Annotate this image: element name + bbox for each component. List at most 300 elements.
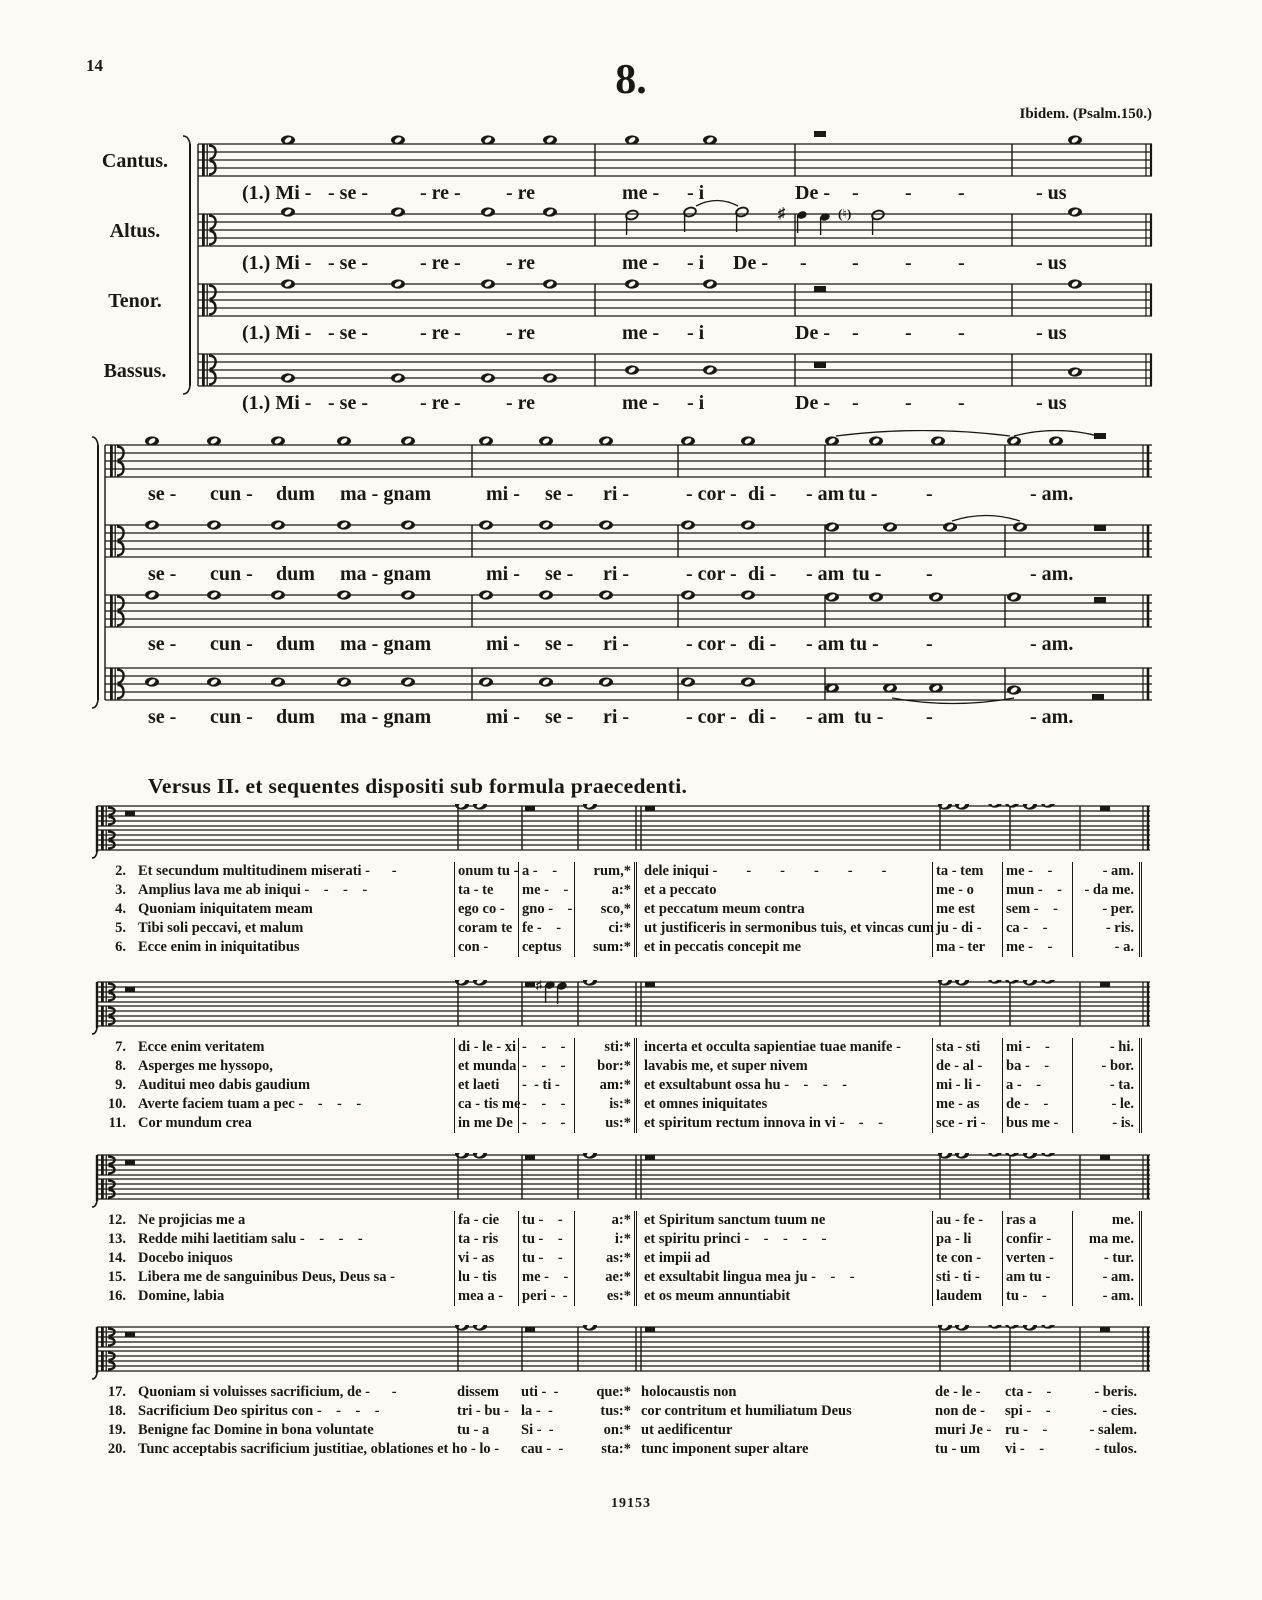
- lyric-syllable: -: [905, 252, 912, 274]
- verse-col-c: sum:*: [574, 938, 634, 957]
- verse-number: 11.: [108, 1115, 126, 1131]
- verse-col-e: me - -: [1002, 862, 1072, 881]
- verse-col-d: non de -: [935, 1403, 985, 1419]
- verse-col-e: tu - -: [1002, 1287, 1072, 1306]
- lyric-syllable: ri -: [603, 706, 630, 728]
- lyric-syllable: se -: [148, 633, 177, 655]
- verse-number: 3.: [115, 882, 126, 898]
- lyric-syllable: -: [905, 392, 912, 414]
- lyric-syllable: - us: [1036, 182, 1067, 204]
- lyric-syllable: se -: [545, 633, 574, 655]
- verse-col-c: us:*: [574, 1114, 634, 1133]
- lyric-syllable: - us: [1036, 392, 1067, 414]
- lyric-syllable: -: [926, 563, 933, 585]
- verse-row: [90, 1287, 1150, 1306]
- lyric-syllable: -: [926, 483, 933, 505]
- lyric-syllable: De -: [795, 322, 830, 344]
- lyric-syllable: di -: [748, 483, 777, 505]
- verse-col-b: a - -: [518, 862, 574, 881]
- verse-col-b: fe - -: [518, 919, 574, 938]
- lyric-syllable: -: [958, 182, 965, 204]
- verse-rows: [90, 1038, 1150, 1133]
- staff: [198, 354, 1152, 386]
- verse-col-b: uti - -: [521, 1384, 559, 1400]
- voice-label: Tenor.: [108, 290, 162, 312]
- lyric-syllable: ma - gnam: [340, 483, 432, 505]
- verse-col-e: ca - -: [1002, 919, 1072, 938]
- system2-staves: [90, 430, 1158, 748]
- lyric-syllable: -: [905, 182, 912, 204]
- music-system-2: [90, 430, 1158, 748]
- verse-col-e: cta - -: [1005, 1384, 1052, 1400]
- lyric-syllable: me -: [622, 392, 660, 414]
- staff: [105, 668, 1152, 700]
- lyric-syllable: ri -: [603, 483, 630, 505]
- verse-text-left: Ne projicias me a: [138, 1212, 246, 1228]
- verse-text-left: Sacrificium Deo spiritus con - - - -: [138, 1403, 380, 1419]
- verse-col-a: onum tu -: [454, 862, 518, 881]
- verse-col-a: ta - te: [454, 881, 518, 900]
- lyric-syllable: De -: [795, 182, 830, 204]
- verse-col-a: fa - cie: [454, 1211, 518, 1230]
- lyric-syllable: - se -: [328, 182, 368, 204]
- verse-col-c: i:*: [574, 1230, 634, 1249]
- verse-row: [90, 1076, 1150, 1095]
- verse-col-c: sta:*: [601, 1441, 631, 1457]
- piece-title: 8.: [615, 57, 647, 103]
- verse-col-e: sem - -: [1002, 900, 1072, 919]
- lyric-syllable: ma - gnam: [340, 563, 432, 585]
- verse-col-c: ae:*: [574, 1268, 634, 1287]
- verse-block-staff: [90, 804, 1158, 860]
- lyric-syllable: - re: [506, 392, 536, 414]
- lyric-syllable: - am.: [1030, 483, 1074, 505]
- notes-cantus: [281, 131, 1082, 145]
- lyric-syllable: (1.) Mi -: [242, 252, 312, 274]
- verse-number: 10.: [107, 1096, 126, 1112]
- lyric-syllable: dum: [276, 483, 315, 505]
- verse-col-d: me - o: [932, 881, 1002, 900]
- notes: [455, 1153, 1110, 1161]
- verse-number: 16.: [107, 1288, 126, 1304]
- verse-col-f: - tulos.: [1095, 1441, 1137, 1457]
- lyrics-line: [90, 483, 1158, 509]
- verse-text-right: ut aedificentur: [641, 1422, 733, 1438]
- lyric-syllable: me -: [622, 252, 660, 274]
- lyric-syllable: -: [926, 633, 933, 655]
- verse-col-d: sce - ri -: [932, 1114, 1002, 1133]
- lyrics-line: [90, 633, 1158, 659]
- verse-text-left: Redde mihi laetitiam salu - - - -: [138, 1231, 363, 1247]
- verse-col-f: - salem.: [1089, 1422, 1137, 1438]
- lyric-syllable: -: [958, 322, 965, 344]
- verse-col-d: muri Je -: [935, 1422, 992, 1438]
- page-number: 14: [86, 56, 103, 75]
- verse-text-right: et Spiritum sanctum tuum ne: [634, 1211, 932, 1230]
- verse-text-right: et omnes iniquitates: [634, 1095, 932, 1114]
- svg-text:♯: ♯: [536, 980, 542, 992]
- verse-col-d: mi - li -: [932, 1076, 1002, 1095]
- verse-col-d: de - al -: [932, 1057, 1002, 1076]
- verse-block-staff: [90, 980, 1158, 1036]
- lyric-syllable: -: [852, 182, 859, 204]
- lyric-syllable: -: [958, 392, 965, 414]
- verse-col-b: - - -: [518, 1095, 574, 1114]
- verse-col-b: Si - -: [521, 1422, 554, 1438]
- lyric-syllable: dum: [276, 706, 315, 728]
- lyric-syllable: - am: [806, 706, 845, 728]
- verse-col-d: sta - sti: [932, 1038, 1002, 1057]
- verse-col-f: - cies.: [1102, 1403, 1137, 1419]
- lyric-syllable: - am: [806, 483, 845, 505]
- lyrics-line: [90, 252, 1158, 278]
- lyric-syllable: tu -: [852, 563, 882, 585]
- verse-col-f: - ta.: [1072, 1076, 1142, 1095]
- verse-col-d: ju - di -: [932, 919, 1002, 938]
- notes-cantus: [145, 431, 1106, 446]
- notes-altus: [145, 516, 1106, 532]
- lyric-syllable: me -: [622, 322, 660, 344]
- verse-number: 13.: [107, 1231, 126, 1247]
- verse-number: 12.: [107, 1212, 126, 1228]
- verse-col-e: am tu -: [1002, 1268, 1072, 1287]
- verse-text-right: et os meum annuntiabit: [634, 1287, 932, 1306]
- verse-row: [90, 1249, 1150, 1268]
- lyric-syllable: - se -: [328, 252, 368, 274]
- verse-text-right: et impii ad: [634, 1249, 932, 1268]
- notes-bassus: [281, 362, 1082, 383]
- verse-text-right: ut justificeris in sermonibus tuis, et vincas cum: [634, 919, 932, 938]
- verse-text-right: et a peccato: [634, 881, 932, 900]
- verse-col-d: te con -: [932, 1249, 1002, 1268]
- verse-text-left: Domine, labia: [138, 1288, 225, 1304]
- lyric-syllable: - am.: [1030, 633, 1074, 655]
- verse-col-a: coram te: [454, 919, 518, 938]
- verse-col-d: sti - ti -: [932, 1268, 1002, 1287]
- verse-col-b: - - -: [518, 1114, 574, 1133]
- verse-text-right: cor contritum et humiliatum Deus: [641, 1403, 852, 1419]
- verse-col-d: ma - ter: [932, 938, 1002, 957]
- verse-col-e: confir -: [1002, 1230, 1072, 1249]
- verse-text-right: et peccatum meum contra: [634, 900, 932, 919]
- lyric-syllable: - am: [806, 563, 845, 585]
- verse-text-left: Tunc acceptabis sacrificium justitiae, oblationes et ho - lo -: [138, 1441, 500, 1457]
- lyric-syllable: cun -: [210, 563, 253, 585]
- verse-text-right: tunc imponent super altare: [641, 1441, 809, 1457]
- lyric-syllable: - am tu -: [806, 633, 879, 655]
- verse-col-f: - ris.: [1072, 919, 1142, 938]
- lyric-syllable: - re: [506, 322, 536, 344]
- verse-number: 7.: [115, 1039, 126, 1055]
- voice-label: Cantus.: [101, 150, 169, 172]
- lyric-syllable: me -: [622, 182, 660, 204]
- lyric-syllable: - i: [687, 322, 705, 344]
- verse-text-left: Quoniam si voluisses sacrificium, de - -: [138, 1384, 397, 1400]
- staff: [92, 982, 1150, 1034]
- verse-row: [90, 1440, 1150, 1459]
- voice-label: Bassus.: [103, 360, 167, 382]
- verse-col-c: a:*: [574, 1211, 634, 1230]
- voice-label: Altus.: [109, 220, 161, 242]
- lyrics-line: [90, 392, 1158, 418]
- lyrics-line: [90, 706, 1158, 732]
- verse-col-c: am:*: [574, 1076, 634, 1095]
- lyric-syllable: (1.) Mi -: [242, 322, 312, 344]
- svg-text:♯: ♯: [778, 206, 786, 222]
- verse-col-b: peri - -: [518, 1287, 574, 1306]
- lyric-syllable: -: [852, 392, 859, 414]
- verse-row: [90, 1211, 1150, 1230]
- lyric-syllable: cun -: [210, 706, 253, 728]
- verse-rows: [90, 1383, 1150, 1459]
- lyric-syllable: - re -: [420, 392, 461, 414]
- verse-col-c: on:*: [603, 1422, 631, 1438]
- lyric-syllable: se -: [545, 706, 574, 728]
- lyric-syllable: di -: [748, 706, 777, 728]
- lyric-syllable: -: [958, 252, 965, 274]
- lyric-syllable: - re: [506, 182, 536, 204]
- verse-text-left: Ecce enim veritatem: [138, 1039, 265, 1055]
- verse-number: 18.: [107, 1403, 126, 1419]
- verse-row: [90, 862, 1150, 881]
- verse-row: [90, 1402, 1150, 1421]
- verse-text-left: Benigne fac Domine in bona voluntate: [138, 1422, 374, 1438]
- lyric-syllable: - i: [687, 182, 705, 204]
- lyric-syllable: - us: [1036, 252, 1067, 274]
- lyric-syllable: cun -: [210, 483, 253, 505]
- verse-row: [90, 1230, 1150, 1249]
- verse-col-d: me - as: [932, 1095, 1002, 1114]
- verse-number: 2.: [115, 863, 126, 879]
- verse-text-left: Ecce enim in iniquitatibus: [138, 939, 300, 955]
- verse-block-staff: [90, 1325, 1158, 1381]
- verse-rows: [90, 862, 1150, 957]
- staff: [105, 525, 1152, 557]
- notes-tenor: [281, 279, 1082, 292]
- verse-text-right: et exsultabunt ossa hu - - - -: [634, 1076, 932, 1095]
- verse-block-staff: [90, 1153, 1158, 1209]
- verse-block: [90, 804, 1158, 964]
- lyric-syllable: - re: [506, 252, 536, 274]
- verse-col-e: mi - -: [1002, 1038, 1072, 1057]
- lyric-syllable: se -: [545, 483, 574, 505]
- lyric-syllable: - cor -: [686, 563, 737, 585]
- verse-row: [90, 938, 1150, 957]
- verse-col-a: mea a -: [454, 1287, 518, 1306]
- lyric-syllable: -: [800, 252, 807, 274]
- lyric-syllable: -: [852, 252, 859, 274]
- verse-col-e: me - -: [1002, 938, 1072, 957]
- verse-col-b: me - -: [518, 1268, 574, 1287]
- notes: [455, 804, 1110, 812]
- verse-col-c: tus:*: [600, 1403, 631, 1419]
- verse-text-right: et spiritu princi - - - - -: [634, 1230, 932, 1249]
- lyric-syllable: - re -: [420, 252, 461, 274]
- notes: [455, 1325, 1110, 1333]
- lyric-syllable: - se -: [328, 392, 368, 414]
- verse-col-c: a:*: [574, 881, 634, 900]
- verse-col-c: es:*: [574, 1287, 634, 1306]
- verse-col-a: in me De: [454, 1114, 518, 1133]
- verse-col-d: laudem: [932, 1287, 1002, 1306]
- verse-text-left: Cor mundum crea: [138, 1115, 252, 1131]
- verse-col-a: lu - tis: [454, 1268, 518, 1287]
- verse-col-d: au - fe -: [932, 1211, 1002, 1230]
- verse-text-right: lavabis me, et super nivem: [634, 1057, 932, 1076]
- verse-col-b: ceptus: [518, 938, 574, 957]
- verse-number: 14.: [107, 1250, 126, 1266]
- lyric-syllable: - cor -: [686, 706, 737, 728]
- lyrics-line: [90, 182, 1158, 208]
- verse-col-d: de - le -: [935, 1384, 981, 1400]
- verse-row: [90, 881, 1150, 900]
- staff: [105, 595, 1152, 627]
- verse-col-f: - beris.: [1094, 1384, 1137, 1400]
- verse-col-a: vi - as: [454, 1249, 518, 1268]
- verse-col-b: la - -: [521, 1403, 553, 1419]
- verse-col-e: a - -: [1002, 1076, 1072, 1095]
- verse-col-c: sco,*: [574, 900, 634, 919]
- lyric-syllable: - re -: [420, 182, 461, 204]
- lyric-syllable: ma - gnam: [340, 633, 432, 655]
- verse-block: [90, 1325, 1158, 1485]
- verse-row: [90, 1057, 1150, 1076]
- music-system-1: [90, 128, 1158, 430]
- verse-col-c: ci:*: [574, 919, 634, 938]
- verse-col-a: dissem: [457, 1384, 499, 1400]
- verse-col-d: me est: [932, 900, 1002, 919]
- lyric-syllable: - am.: [1030, 563, 1074, 585]
- verse-col-e: ras a: [1002, 1211, 1072, 1230]
- verse-col-e: mun - -: [1002, 881, 1072, 900]
- verse-col-f: - am.: [1072, 1268, 1142, 1287]
- verse-text-left: Libera me de sanguinibus Deus, Deus sa -: [138, 1269, 396, 1285]
- lyric-syllable: De -: [795, 392, 830, 414]
- verse-number: 15.: [107, 1269, 126, 1285]
- verse-text-left: Tibi soli peccavi, et malum: [138, 920, 304, 936]
- lyric-syllable: (1.) Mi -: [242, 182, 312, 204]
- verse-col-c: rum,*: [574, 862, 634, 881]
- verse-col-e: spi - -: [1005, 1403, 1051, 1419]
- verse-row: [90, 1421, 1150, 1440]
- lyric-syllable: (1.) Mi -: [242, 392, 312, 414]
- verse-col-d: tu - um: [935, 1441, 981, 1457]
- staff: [198, 214, 1152, 246]
- verse-text-right: incerta et occulta sapientiae tuae manife -: [634, 1038, 932, 1057]
- system1-staves: [90, 128, 1158, 430]
- lyric-syllable: -: [852, 322, 859, 344]
- staff: [92, 1327, 1150, 1379]
- verse-number: 19.: [107, 1422, 126, 1438]
- verse-col-b: tu - -: [518, 1211, 574, 1230]
- verse-text-left: Averte faciem tuam a pec - - - -: [138, 1096, 362, 1112]
- verse-col-e: vi - -: [1005, 1441, 1045, 1457]
- verse-col-f: - le.: [1072, 1095, 1142, 1114]
- verse-col-f: - bor.: [1072, 1057, 1142, 1076]
- verse-col-f: - am.: [1072, 862, 1142, 881]
- verse-col-c: bor:*: [574, 1057, 634, 1076]
- lyric-syllable: - re -: [420, 322, 461, 344]
- verse-col-b: cau - -: [521, 1441, 564, 1457]
- verse-col-b: gno - -: [518, 900, 574, 919]
- verse-col-d: pa - li: [932, 1230, 1002, 1249]
- verse-row: [90, 1114, 1150, 1133]
- lyric-syllable: - us: [1036, 322, 1067, 344]
- verse-col-c: is:*: [574, 1095, 634, 1114]
- verse-number: 20.: [107, 1441, 126, 1457]
- verse-col-f: - hi.: [1072, 1038, 1142, 1057]
- verse-col-d: ta - tem: [932, 862, 1002, 881]
- verse-block: [90, 980, 1158, 1140]
- verse-col-a: di - le - xi: [454, 1038, 518, 1057]
- lyric-syllable: ma - gnam: [340, 706, 432, 728]
- verse-col-e: ba - -: [1002, 1057, 1072, 1076]
- lyric-syllable: mi -: [486, 706, 520, 728]
- verse-number: 4.: [115, 901, 126, 917]
- verse-col-a: et munda: [454, 1057, 518, 1076]
- verse-col-a: et laeti: [454, 1076, 518, 1095]
- verse-col-b: - - ti -: [518, 1076, 574, 1095]
- verse-col-a: tri - bu -: [457, 1403, 509, 1419]
- notes-tenor: [145, 590, 1106, 603]
- verse-col-c: que:*: [596, 1384, 631, 1400]
- lyric-syllable: - cor -: [686, 633, 737, 655]
- lyrics-line: [90, 322, 1158, 348]
- verse-col-f: - is.: [1072, 1114, 1142, 1133]
- verse-text-left: Amplius lava me ab iniqui - - - -: [138, 882, 368, 898]
- verse-number: 9.: [115, 1077, 126, 1093]
- verse-number: 17.: [107, 1384, 126, 1400]
- verse-col-f: - da me.: [1072, 881, 1142, 900]
- verse-rows: [90, 1211, 1150, 1306]
- verse-col-c: as:*: [574, 1249, 634, 1268]
- verse-col-f: - tur.: [1072, 1249, 1142, 1268]
- verse-col-e: ru - -: [1005, 1422, 1048, 1438]
- lyric-syllable: ri -: [603, 633, 630, 655]
- lyric-syllable: se -: [148, 563, 177, 585]
- verse-col-e: verten -: [1002, 1249, 1072, 1268]
- lyric-syllable: De -: [733, 252, 768, 274]
- lyric-syllable: -: [905, 322, 912, 344]
- attribution: Ibidem. (Psalm.150.): [1019, 106, 1152, 122]
- staff: [198, 284, 1152, 316]
- lyric-syllable: se -: [148, 483, 177, 505]
- verse-number: 6.: [115, 939, 126, 955]
- verse-row: [90, 1038, 1150, 1057]
- verse-block: [90, 1153, 1158, 1313]
- verse-col-b: - - -: [518, 1057, 574, 1076]
- staff: [105, 445, 1152, 477]
- verse-number: 8.: [115, 1058, 126, 1074]
- verse-text-left: Et secundum multitudinem miserati - -: [138, 863, 397, 879]
- lyrics-line: [90, 563, 1158, 589]
- verse-text-left: Docebo iniquos: [138, 1250, 233, 1266]
- verse-col-e: de - -: [1002, 1095, 1072, 1114]
- lyric-syllable: se -: [148, 706, 177, 728]
- lyric-syllable: cun -: [210, 633, 253, 655]
- verse-text-right: et exsultabit lingua mea ju - - -: [634, 1268, 932, 1287]
- verse-col-b: me - -: [518, 881, 574, 900]
- verse-text-left: Asperges me hyssopo,: [138, 1058, 273, 1074]
- verse-col-f: - a.: [1072, 938, 1142, 957]
- verse-text-right: et in peccatis concepit me: [634, 938, 932, 957]
- lyric-syllable: dum: [276, 633, 315, 655]
- verse-col-a: con -: [454, 938, 518, 957]
- lyric-syllable: - i: [687, 252, 705, 274]
- lyric-syllable: - i: [687, 392, 705, 414]
- staff: [198, 144, 1152, 176]
- versus-heading: Versus II. et sequentes dispositi sub formula praecedenti.: [148, 774, 688, 798]
